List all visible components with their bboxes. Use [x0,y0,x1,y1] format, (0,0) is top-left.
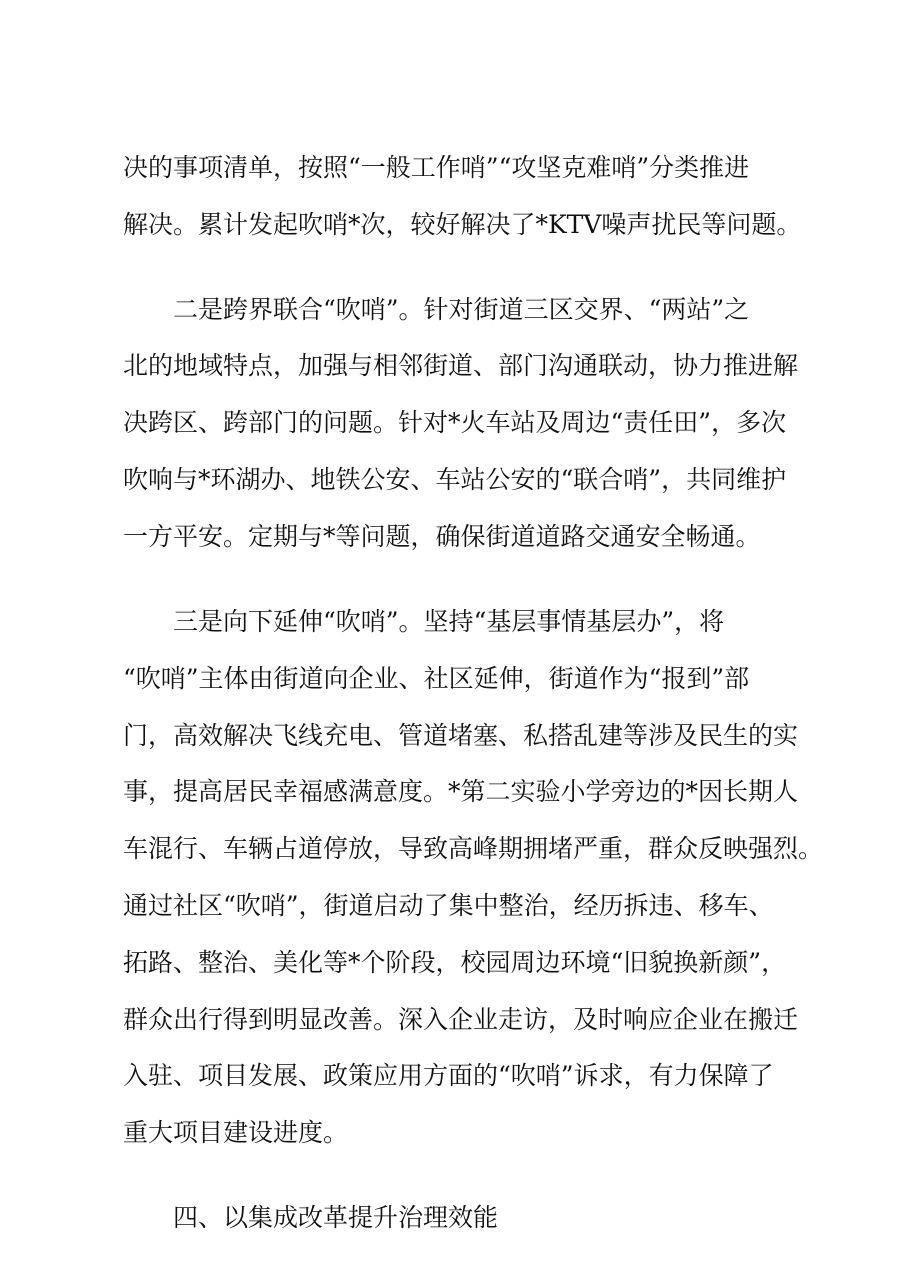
text-line: 入驻、项目发展、政策应用方面的“吹哨”诉求，有力保障了 [123,1061,774,1090]
text-line: 吹响与*环湖办、地铁公安、车站公安的“联合哨”，共同维护 [123,465,787,494]
text-line: 群众出行得到明显改善。深入企业走访，及时响应企业在搬迁 [123,1005,799,1034]
section-heading: 四、以集成改革提升治理效能 [173,1203,499,1232]
text-line: 决的事项清单，按照“一般工作哨”“攻坚克难哨”分类推进 [123,153,750,182]
text-line: 拓路、整治、美化等*个阶段，校园周边环境“旧貌换新颜”， [123,948,787,977]
text-line: 通过社区“吹哨”，街道启动了集中整治，经历拆违、移车、 [123,891,774,920]
text-line: 决跨区、跨部门的问题。针对*火车站及周边“责任田”，多次 [123,408,787,437]
text-line: 车混行、车辆占道停放，导致高峰期拥堵严重，群众反映强烈。 [123,834,824,863]
text-line: 门，高效解决飞线充电、管道堵塞、私搭乱建等涉及民生的实 [123,721,799,750]
text-line: 二是跨界联合“吹哨”。针对街道三区交界、“两站”之 [173,295,750,324]
text-line: “吹哨”主体由街道向企业、社区延伸，街道作为“报到”部 [123,664,750,693]
text-line: 一方平安。定期与*等问题，确保街道道路交通安全畅通。 [123,522,761,551]
text-line: 北的地域特点，加强与相邻街道、部门沟通联动，协力推进解 [123,351,799,380]
text-line: 重大项目建设进度。 [123,1118,349,1147]
text-line: 解决。累计发起吹哨*次，较好解决了*KTV噪声扰民等问题。 [123,210,802,239]
text-line: 事，提高居民幸福感满意度。*第二实验小学旁边的*因长期人 [123,777,799,806]
text-line: 三是向下延伸“吹哨”。坚持“基层事情基层办”，将 [173,607,725,636]
